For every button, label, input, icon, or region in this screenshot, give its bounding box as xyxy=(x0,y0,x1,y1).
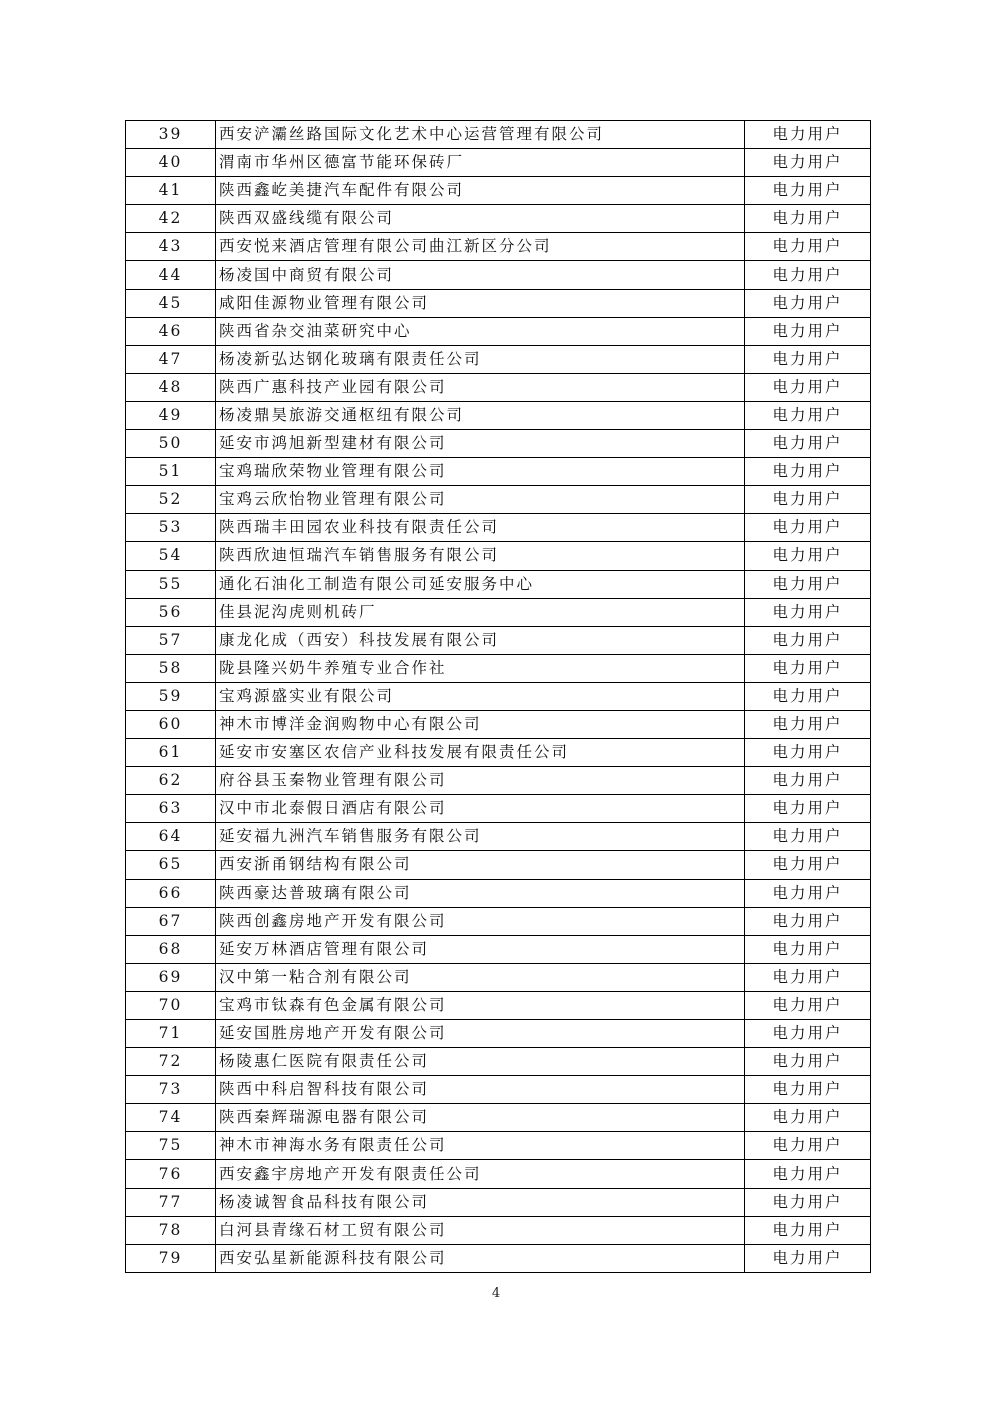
user-type-cell: 电力用户 xyxy=(745,570,871,598)
row-number-cell: 69 xyxy=(126,963,216,991)
table-row xyxy=(126,851,871,879)
user-type-cell: 电力用户 xyxy=(745,626,871,654)
user-type-cell: 电力用户 xyxy=(745,261,871,289)
table-row xyxy=(126,430,871,458)
row-number-cell: 57 xyxy=(126,626,216,654)
row-number-cell: 51 xyxy=(126,458,216,486)
table-row xyxy=(126,598,871,626)
company-name-cell: 西安悦来酒店管理有限公司曲江新区分公司 xyxy=(216,233,745,261)
company-name-cell: 陕西广惠科技产业园有限公司 xyxy=(216,373,745,401)
table-row xyxy=(126,795,871,823)
company-name-cell: 通化石油化工制造有限公司延安服务中心 xyxy=(216,570,745,598)
user-type-cell: 电力用户 xyxy=(745,851,871,879)
table-row xyxy=(126,345,871,373)
table-row xyxy=(126,542,871,570)
row-number-cell: 50 xyxy=(126,430,216,458)
table-row xyxy=(126,1048,871,1076)
company-name-cell: 延安万林酒店管理有限公司 xyxy=(216,935,745,963)
row-number-cell: 55 xyxy=(126,570,216,598)
user-type-cell: 电力用户 xyxy=(745,430,871,458)
table-row xyxy=(126,710,871,738)
row-number-cell: 53 xyxy=(126,514,216,542)
user-type-cell: 电力用户 xyxy=(745,149,871,177)
table-row xyxy=(126,682,871,710)
row-number-cell: 68 xyxy=(126,935,216,963)
row-number-cell: 58 xyxy=(126,654,216,682)
table-row xyxy=(126,1216,871,1244)
company-name-cell: 延安国胜房地产开发有限公司 xyxy=(216,1020,745,1048)
user-type-cell: 电力用户 xyxy=(745,823,871,851)
company-name-cell: 杨凌鼎昊旅游交通枢纽有限公司 xyxy=(216,401,745,429)
user-type-cell: 电力用户 xyxy=(745,233,871,261)
row-number-cell: 49 xyxy=(126,401,216,429)
company-name-cell: 延安市安塞区农信产业科技发展有限责任公司 xyxy=(216,739,745,767)
row-number-cell: 62 xyxy=(126,767,216,795)
table-row xyxy=(126,121,871,149)
row-number-cell: 63 xyxy=(126,795,216,823)
row-number-cell: 52 xyxy=(126,486,216,514)
table-row xyxy=(126,935,871,963)
company-name-cell: 陕西中科启智科技有限公司 xyxy=(216,1076,745,1104)
table-row xyxy=(126,963,871,991)
company-name-cell: 宝鸡市钛森有色金属有限公司 xyxy=(216,991,745,1019)
row-number-cell: 76 xyxy=(126,1160,216,1188)
user-type-cell: 电力用户 xyxy=(745,767,871,795)
company-name-cell: 西安浙甬钢结构有限公司 xyxy=(216,851,745,879)
company-name-cell: 陇县隆兴奶牛养殖专业合作社 xyxy=(216,654,745,682)
row-number-cell: 60 xyxy=(126,710,216,738)
user-type-cell: 电力用户 xyxy=(745,1104,871,1132)
user-type-cell: 电力用户 xyxy=(745,1048,871,1076)
company-name-cell: 汉中第一粘合剂有限公司 xyxy=(216,963,745,991)
user-type-cell: 电力用户 xyxy=(745,935,871,963)
company-name-cell: 陕西秦辉瑞源电器有限公司 xyxy=(216,1104,745,1132)
row-number-cell: 65 xyxy=(126,851,216,879)
row-number-cell: 45 xyxy=(126,289,216,317)
table-row xyxy=(126,261,871,289)
user-type-cell: 电力用户 xyxy=(745,991,871,1019)
table-row xyxy=(126,486,871,514)
table-row xyxy=(126,317,871,345)
table-row xyxy=(126,514,871,542)
row-number-cell: 39 xyxy=(126,121,216,149)
table-row xyxy=(126,1188,871,1216)
page-number: 4 xyxy=(491,1286,501,1301)
user-type-cell: 电力用户 xyxy=(745,1188,871,1216)
user-type-cell: 电力用户 xyxy=(745,1020,871,1048)
user-type-cell: 电力用户 xyxy=(745,205,871,233)
company-name-cell: 陕西双盛线缆有限公司 xyxy=(216,205,745,233)
company-name-cell: 陕西欣迪恒瑞汽车销售服务有限公司 xyxy=(216,542,745,570)
user-type-cell: 电力用户 xyxy=(745,654,871,682)
company-name-cell: 白河县青缘石材工贸有限公司 xyxy=(216,1216,745,1244)
company-name-cell: 陕西省杂交油菜研究中心 xyxy=(216,317,745,345)
company-name-cell: 渭南市华州区德富节能环保砖厂 xyxy=(216,149,745,177)
user-type-cell: 电力用户 xyxy=(745,317,871,345)
company-name-cell: 陕西创鑫房地产开发有限公司 xyxy=(216,907,745,935)
table-row xyxy=(126,767,871,795)
table-row xyxy=(126,626,871,654)
user-type-cell: 电力用户 xyxy=(745,514,871,542)
user-type-cell: 电力用户 xyxy=(745,486,871,514)
row-number-cell: 72 xyxy=(126,1048,216,1076)
row-number-cell: 73 xyxy=(126,1076,216,1104)
company-name-cell: 宝鸡云欣怡物业管理有限公司 xyxy=(216,486,745,514)
table-row xyxy=(126,1076,871,1104)
user-type-cell: 电力用户 xyxy=(745,739,871,767)
row-number-cell: 42 xyxy=(126,205,216,233)
company-name-cell: 汉中市北泰假日酒店有限公司 xyxy=(216,795,745,823)
user-type-cell: 电力用户 xyxy=(745,542,871,570)
row-number-cell: 46 xyxy=(126,317,216,345)
row-number-cell: 70 xyxy=(126,991,216,1019)
user-type-cell: 电力用户 xyxy=(745,710,871,738)
company-name-cell: 咸阳佳源物业管理有限公司 xyxy=(216,289,745,317)
user-type-cell: 电力用户 xyxy=(745,177,871,205)
company-name-cell: 陕西瑞丰田园农业科技有限责任公司 xyxy=(216,514,745,542)
row-number-cell: 44 xyxy=(126,261,216,289)
user-type-cell: 电力用户 xyxy=(745,1132,871,1160)
table-row xyxy=(126,1244,871,1272)
company-name-cell: 杨凌国中商贸有限公司 xyxy=(216,261,745,289)
row-number-cell: 47 xyxy=(126,345,216,373)
user-type-cell: 电力用户 xyxy=(745,907,871,935)
table-row xyxy=(126,205,871,233)
user-type-cell: 电力用户 xyxy=(745,1076,871,1104)
row-number-cell: 56 xyxy=(126,598,216,626)
row-number-cell: 59 xyxy=(126,682,216,710)
row-number-cell: 78 xyxy=(126,1216,216,1244)
company-name-cell: 延安市鸿旭新型建材有限公司 xyxy=(216,430,745,458)
table-row xyxy=(126,401,871,429)
table-row xyxy=(126,991,871,1019)
user-list-table xyxy=(125,120,871,1273)
table-row xyxy=(126,1020,871,1048)
company-name-cell: 佳县泥沟虎则机砖厂 xyxy=(216,598,745,626)
user-type-cell: 电力用户 xyxy=(745,682,871,710)
table-row xyxy=(126,654,871,682)
table-row xyxy=(126,458,871,486)
company-name-cell: 杨凌新弘达钢化玻璃有限责任公司 xyxy=(216,345,745,373)
table-row xyxy=(126,1104,871,1132)
table-row xyxy=(126,233,871,261)
user-type-cell: 电力用户 xyxy=(745,289,871,317)
user-type-cell: 电力用户 xyxy=(745,963,871,991)
company-name-cell: 杨凌诚智食品科技有限公司 xyxy=(216,1188,745,1216)
row-number-cell: 43 xyxy=(126,233,216,261)
row-number-cell: 41 xyxy=(126,177,216,205)
company-name-cell: 神木市神海水务有限责任公司 xyxy=(216,1132,745,1160)
company-name-cell: 西安鑫宇房地产开发有限责任公司 xyxy=(216,1160,745,1188)
row-number-cell: 77 xyxy=(126,1188,216,1216)
user-type-cell: 电力用户 xyxy=(745,121,871,149)
table-row xyxy=(126,177,871,205)
company-name-cell: 杨陵惠仁医院有限责任公司 xyxy=(216,1048,745,1076)
company-name-cell: 西安弘星新能源科技有限公司 xyxy=(216,1244,745,1272)
row-number-cell: 48 xyxy=(126,373,216,401)
user-type-cell: 电力用户 xyxy=(745,1244,871,1272)
row-number-cell: 66 xyxy=(126,879,216,907)
row-number-cell: 64 xyxy=(126,823,216,851)
row-number-cell: 79 xyxy=(126,1244,216,1272)
table-body xyxy=(126,121,871,1273)
company-name-cell: 府谷县玉秦物业管理有限公司 xyxy=(216,767,745,795)
table-row xyxy=(126,373,871,401)
table-row xyxy=(126,1160,871,1188)
user-type-cell: 电力用户 xyxy=(745,1160,871,1188)
row-number-cell: 61 xyxy=(126,739,216,767)
row-number-cell: 71 xyxy=(126,1020,216,1048)
company-name-cell: 宝鸡瑞欣荣物业管理有限公司 xyxy=(216,458,745,486)
company-name-cell: 康龙化成（西安）科技发展有限公司 xyxy=(216,626,745,654)
row-number-cell: 67 xyxy=(126,907,216,935)
table-row xyxy=(126,570,871,598)
company-name-cell: 神木市博洋金润购物中心有限公司 xyxy=(216,710,745,738)
table-row xyxy=(126,1132,871,1160)
table-row xyxy=(126,879,871,907)
user-type-cell: 电力用户 xyxy=(745,1216,871,1244)
company-name-cell: 陕西豪达普玻璃有限公司 xyxy=(216,879,745,907)
user-type-cell: 电力用户 xyxy=(745,458,871,486)
company-name-cell: 西安浐灞丝路国际文化艺术中心运营管理有限公司 xyxy=(216,121,745,149)
user-type-cell: 电力用户 xyxy=(745,795,871,823)
company-name-cell: 延安福九洲汽车销售服务有限公司 xyxy=(216,823,745,851)
table-row xyxy=(126,739,871,767)
row-number-cell: 40 xyxy=(126,149,216,177)
row-number-cell: 74 xyxy=(126,1104,216,1132)
row-number-cell: 54 xyxy=(126,542,216,570)
table-row xyxy=(126,289,871,317)
row-number-cell: 75 xyxy=(126,1132,216,1160)
user-type-cell: 电力用户 xyxy=(745,345,871,373)
user-type-cell: 电力用户 xyxy=(745,373,871,401)
company-name-cell: 陕西鑫屹美捷汽车配件有限公司 xyxy=(216,177,745,205)
table-row xyxy=(126,149,871,177)
user-type-cell: 电力用户 xyxy=(745,598,871,626)
user-type-cell: 电力用户 xyxy=(745,401,871,429)
table-row xyxy=(126,907,871,935)
table-row xyxy=(126,823,871,851)
company-name-cell: 宝鸡源盛实业有限公司 xyxy=(216,682,745,710)
user-type-cell: 电力用户 xyxy=(745,879,871,907)
